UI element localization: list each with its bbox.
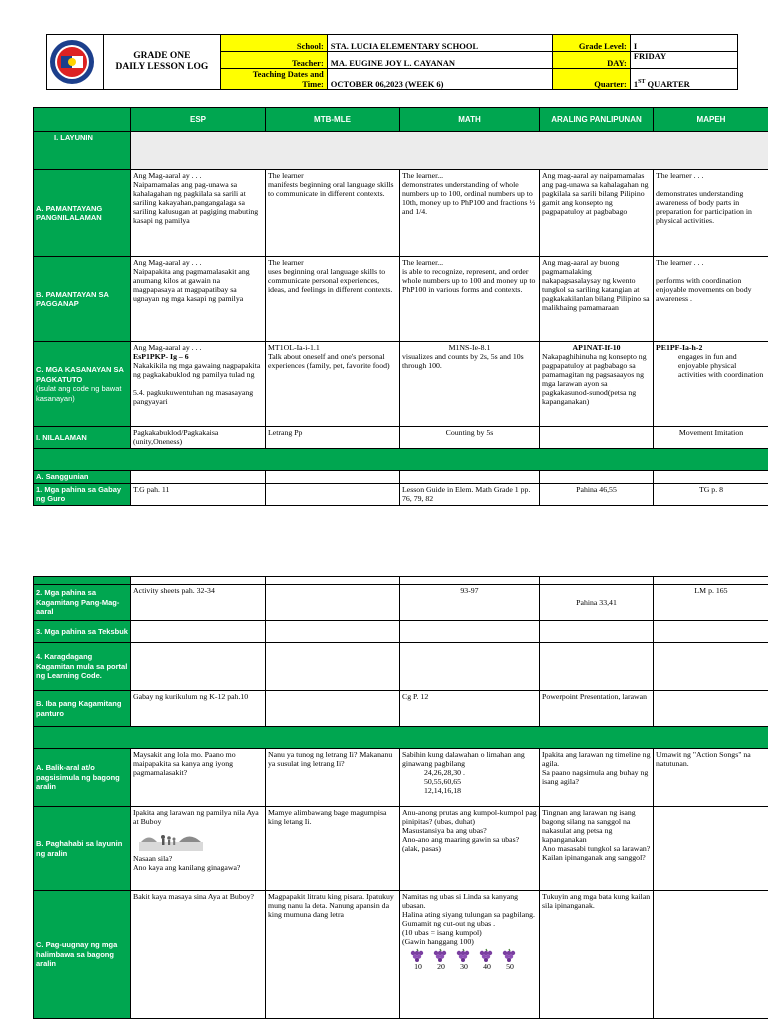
pag-uugnay-row	[34, 891, 768, 1019]
grape-count: 40	[483, 962, 491, 971]
teksbuk-row	[34, 621, 768, 643]
paghahabi-esp-text: Ipakita ang larawan ng pamilya nila Aya at Buboy	[133, 808, 259, 826]
col-esp: ESP	[131, 108, 266, 132]
quarter-text: QUARTER	[645, 79, 690, 89]
balik-label: A. Balik-aral at/o pagsisimula ng bagong aralin	[34, 749, 131, 807]
iba-mtb	[266, 691, 400, 727]
pag-uugnay-mtb: Magpapakit litratu king pisara. Ipatukuy mung nanu la deta. Nanung apansin da king mumuna dang letra	[266, 891, 400, 1019]
pag-uugnay-math	[400, 891, 540, 1019]
paghahabi-math: Anu-anong prutas ang kumpol-kumpol pag pinipitas? (ubas, duhat) Masustansiya ba ang ubas? Ano-ano ang maaring gawin sa ubas? (alak, pasas)	[400, 807, 540, 891]
title-line-2: DAILY LESSON LOG	[115, 62, 209, 72]
paghahabi-mtb: Mamye alimbawang bage magumpisa king letang Ii.	[266, 807, 400, 891]
karagdagang-label: 4. Karagdagang Kagamitan mula sa portal ng Learning Code.	[34, 643, 131, 691]
grape-item	[500, 948, 520, 971]
dates-value: OCTOBER 06,2023 (WEEK 6)	[327, 69, 553, 90]
paghahabi-mapeh	[654, 807, 768, 891]
school-label: School:	[220, 35, 327, 52]
quarter-value	[630, 69, 737, 90]
balik-math	[400, 749, 540, 807]
grape-count: 10	[414, 962, 422, 971]
page2-top-ap	[540, 577, 654, 585]
sanggunian-label: A. Sanggunian	[34, 471, 131, 484]
nilalaman-row	[34, 427, 768, 449]
grape-bunch-icon	[500, 948, 518, 962]
paghahabi-ap: Tingnan ang larawan ng isang bagong silang na sanggol na nakasulat ang petsa ng kapanganakan Ano masasabi tungkol sa larawan? Kailan ipinanganak ang sanggol?	[540, 807, 654, 891]
paghahabi-esp	[131, 807, 266, 891]
pagganap-row	[34, 257, 768, 342]
green-divider-cell-2	[34, 727, 768, 749]
corner-cell	[34, 108, 131, 132]
school-seal-icon	[49, 39, 95, 85]
day-value: FRIDAY	[630, 52, 737, 69]
kasanayan-mapeh	[654, 342, 768, 427]
kasanayan-math	[400, 342, 540, 427]
pamantayang-mtb: The learner manifests beginning oral language skills to communicate in different contexts.	[266, 170, 400, 257]
grape-item	[408, 948, 428, 971]
sanggunian-esp	[131, 471, 266, 484]
grape-bunch-icon	[454, 948, 472, 962]
teacher-value: MA. EUGINE JOY L. CAYANAN	[327, 52, 553, 69]
nilalaman-mapeh: Movement Imitation	[654, 427, 768, 449]
kagamitan-ap: Pahina 33,41	[540, 585, 654, 621]
pagganap-mtb: The learner uses beginning oral language skills to communicate personal experiences, ideas, and feelings in different contexts.	[266, 257, 400, 342]
teksbuk-esp	[131, 621, 266, 643]
green-divider-2	[34, 727, 768, 749]
pamantayang-mapeh: The learner . . . demonstrates understanding awareness of body parts in preparation for participation in physical activities.	[654, 170, 768, 257]
quarter-num: 1	[633, 79, 639, 89]
family-illustration-image	[139, 829, 203, 851]
page2-top-mtb	[266, 577, 400, 585]
karagdagang-math	[400, 643, 540, 691]
nilalaman-ap	[540, 427, 654, 449]
balik-esp: Maysakit ang lola mo. Paano mo maipapakita sa kanya ang iyong pagmamalasakit?	[131, 749, 266, 807]
grape-count: 50	[506, 962, 514, 971]
grape-bunch-icon	[477, 948, 495, 962]
nilalaman-esp: Pagkakabuklod/Pagkakaisa (unity,Oneness)	[131, 427, 266, 449]
pag-uugnay-math-text: Namitas ng ubas si Linda sa kanyang ubasan. Halina ating siyang tulungan sa pagbilang. Gumamit ng cut-out ng ubas . (10 ubas = isang kumpol) (Gawin hanggang 100)	[402, 892, 535, 946]
school-logo	[47, 35, 104, 90]
kasanayan-esp-intro: Ang Mag-aaral ay . . .	[133, 343, 202, 352]
day-label: DAY:	[553, 52, 630, 69]
kagamitan-row	[34, 585, 768, 621]
kagamitan-esp: Activity sheets pah. 32-34	[131, 585, 266, 621]
dates-label-line-2: Time:	[302, 79, 324, 89]
page2-top-row	[34, 577, 768, 585]
balik-math-seq-1: 24,26,28,30 .	[424, 768, 465, 777]
kagamitan-label: 2. Mga pahina sa Kagamitang Pang-Mag-aaral	[34, 585, 131, 621]
dates-label	[220, 69, 327, 90]
iba-ap: Powerpoint Presentation, larawan	[540, 691, 654, 727]
balik-ap: Ipakita ang larawan ng timeline ng agila. Sa paano nagsimula ang buhay ng isang agila?	[540, 749, 654, 807]
kasanayan-ap	[540, 342, 654, 427]
gabay-math: Lesson Guide in Elem. Math Grade 1 pp. 76, 79, 82	[400, 483, 540, 505]
grape-count: 30	[460, 962, 468, 971]
gabay-row	[34, 483, 768, 505]
iba-mapeh	[654, 691, 768, 727]
teksbuk-label: 3. Mga pahina sa Teksbuk	[34, 621, 131, 643]
balik-math-seq-3: 12,14,16,18	[424, 786, 462, 795]
layunin-label: I. LAYUNIN	[34, 132, 131, 170]
balik-mapeh: Umawit ng "Action Songs" na natutunan.	[654, 749, 768, 807]
kasanayan-mtb: MT1OL-Ia-i-1.1 Talk about oneself and one's personal experiences (family, pet, favorite food)	[266, 342, 400, 427]
teksbuk-math	[400, 621, 540, 643]
teacher-label: Teacher:	[220, 52, 327, 69]
kasanayan-label	[34, 342, 131, 427]
grape-item	[454, 948, 474, 971]
kasanayan-label-main: C. MGA KASANAYAN SA PAGKATUTO	[36, 365, 124, 384]
layunin-row	[34, 132, 768, 170]
school-value: STA. LUCIA ELEMENTARY SCHOOL	[327, 35, 553, 52]
sanggunian-math	[400, 471, 540, 484]
gabay-label: 1. Mga pahina sa Gabay ng Guro	[34, 483, 131, 505]
dates-label-line-1: Teaching Dates and	[252, 69, 324, 79]
column-header-row	[34, 108, 768, 132]
karagdagang-esp	[131, 643, 266, 691]
kagamitan-mtb	[266, 585, 400, 621]
page2-top-math	[400, 577, 540, 585]
grape-bunch-icon	[408, 948, 426, 962]
col-ap: ARALING PANLIPUNAN	[540, 108, 654, 132]
balik-math-seq-2: 50,55,60,65	[424, 777, 462, 786]
log-title	[103, 35, 220, 90]
pamantayang-label: A. PAMANTAYANG PANGNILALAMAN	[34, 170, 131, 257]
gabay-mapeh: TG p. 8	[654, 483, 768, 505]
kasanayan-math-text: visualizes and counts by 2s, 5s and 10s through 100.	[402, 352, 524, 370]
page2-top-mapeh	[654, 577, 768, 585]
iba-label: B. Iba pang Kagamitang panturo	[34, 691, 131, 727]
quarter-label: Quarter:	[553, 69, 630, 90]
teksbuk-mapeh	[654, 621, 768, 643]
title-line-1: GRADE ONE	[133, 51, 191, 61]
pamantayang-ap: Ang mag-aaral ay naipamamalas ang pag-unawa sa kahalagahan ng pagkilala sa sarili bilang Pilipino gamit ang konsepto ng pagpapatuloy at pagbabago	[540, 170, 654, 257]
pamantayang-row	[34, 170, 768, 257]
grape-bunch-icon	[431, 948, 449, 962]
nilalaman-label: I. NILALAMAN	[34, 427, 131, 449]
page2-top-label	[34, 577, 131, 585]
grape-item	[477, 948, 497, 971]
sanggunian-ap	[540, 471, 654, 484]
paghahabi-row	[34, 807, 768, 891]
pamantayang-math: The learner... demonstrates understanding of whole numbers up to 100, ordinal numbers up to 10th, money up to PhP100 and fractions ½ and 1/4.	[400, 170, 540, 257]
karagdagang-row	[34, 643, 768, 691]
sanggunian-mtb	[266, 471, 400, 484]
iba-math: Cg P. 12	[400, 691, 540, 727]
page2-top-esp	[131, 577, 266, 585]
kasanayan-esp-text: Nakakikila ng mga gawaing nagpapakita ng pagkakabuklod ng pamilya tulad ng 5.4. pagkukuwentuhan ng masasayang pangyayari	[133, 361, 261, 406]
pag-uugnay-ap: Tukuyin ang mga bata kung kailan sila ipinanganak.	[540, 891, 654, 1019]
kasanayan-ap-text: Nakapaghihinuha ng konsepto ng pagpapatuloy at pagbabago sa pamamagitan ng pagsasaayos ng mga larawan ayon sa pagkakasunod-sunod(petsa ng kapanganakan)	[542, 352, 647, 406]
kasanayan-label-sub: (isulat ang code ng bawat kasanayan)	[36, 384, 122, 403]
iba-esp: Gabay ng kurikulum ng K-12 pah.10	[131, 691, 266, 727]
pag-uugnay-mapeh	[654, 891, 768, 1019]
balik-math-text: Sabihin kung dalawahan o limahan ang ginawang pagbilang	[402, 750, 525, 768]
layunin-fill	[131, 132, 768, 170]
green-divider-cell-1	[34, 449, 768, 471]
header-table	[46, 34, 738, 90]
gabay-ap: Pahina 46,55	[540, 483, 654, 505]
kagamitan-mapeh: LM p. 165	[654, 585, 768, 621]
kasanayan-math-code: M1NS-Ie-8.1	[448, 343, 491, 352]
quarter-sup: ST	[638, 79, 646, 86]
pag-uugnay-esp: Bakit kaya masaya sina Aya at Buboy?	[131, 891, 266, 1019]
kasanayan-esp-code: EsP1PKP- Ig – 6	[133, 352, 189, 361]
grape-count: 20	[437, 962, 445, 971]
karagdagang-mtb	[266, 643, 400, 691]
green-divider-1	[34, 449, 768, 471]
paghahabi-esp-questions: Nasaan sila? Ano kaya ang kanilang ginagawa?	[133, 854, 241, 872]
sanggunian-row	[34, 471, 768, 484]
nilalaman-math: Counting by 5s	[400, 427, 540, 449]
col-mapeh: MAPEH	[654, 108, 768, 132]
gabay-mtb	[266, 483, 400, 505]
karagdagang-ap	[540, 643, 654, 691]
pag-uugnay-label: C. Pag-uugnay ng mga halimbawa sa bagong aralin	[34, 891, 131, 1019]
pagganap-label: B. PAMANTAYAN SA PAGGANAP	[34, 257, 131, 342]
kasanayan-row	[34, 342, 768, 427]
pagganap-ap: Ang mag-aaral ay buong pagmamalaking nakapagsasalaysay ng kwento tungkol sa sariling katangian at pagkakakilanlan bilang Pilipino sa malikhaing pamamaraan	[540, 257, 654, 342]
balik-row	[34, 749, 768, 807]
teksbuk-mtb	[266, 621, 400, 643]
pagganap-math: The learner... is able to recognize, represent, and order whole numbers up to 100 and money up to PhP100 in various forms and contexts.	[400, 257, 540, 342]
grade-value: I	[630, 35, 737, 52]
grade-label: Grade Level:	[553, 35, 630, 52]
iba-row	[34, 691, 768, 727]
grape-row	[402, 948, 537, 971]
paghahabi-label: B. Paghahabi sa layunin ng aralin	[34, 807, 131, 891]
col-math: MATH	[400, 108, 540, 132]
gabay-esp: T.G pah. 11	[131, 483, 266, 505]
kagamitan-math: 93-97	[400, 585, 540, 621]
teksbuk-ap	[540, 621, 654, 643]
sanggunian-mapeh	[654, 471, 768, 484]
kasanayan-esp	[131, 342, 266, 427]
nilalaman-mtb: Letrang Pp	[266, 427, 400, 449]
dll-table-page-1	[33, 107, 768, 506]
pagganap-mapeh: The learner . . . performs with coordination enjoyable movements on body awareness .	[654, 257, 768, 342]
balik-mtb: Nanu ya tunog ng letrang Ii? Makananu ya susulat ing letrang Ii?	[266, 749, 400, 807]
col-mtb: MTB-MLE	[266, 108, 400, 132]
dll-table-page-2	[33, 576, 768, 1019]
kasanayan-mapeh-code: PE1PF-Ia-h-2	[656, 343, 703, 352]
karagdagang-mapeh	[654, 643, 768, 691]
pagganap-esp: Ang Mag-aaral ay . . . Naipapakita ang pagmamalasakit ang anumang kilos at gawain na magpapasaya at magpapatibay sa ugnayan ng mga kasapi ng pamilya	[131, 257, 266, 342]
kasanayan-ap-code: AP1NAT-If-10	[572, 343, 621, 352]
grape-item	[431, 948, 451, 971]
pamantayang-esp: Ang Mag-aaral ay . . . Naipamamalas ang pag-unawa sa kahalagahan ng pagkilala sa sarili at sariling kakayahan,pangangalaga sa sariling kalusugan at pagiging mabuting kasapi ng pamilya	[131, 170, 266, 257]
kasanayan-mapeh-text: engages in fun and enjoyable physical activities with coordination	[678, 352, 764, 379]
